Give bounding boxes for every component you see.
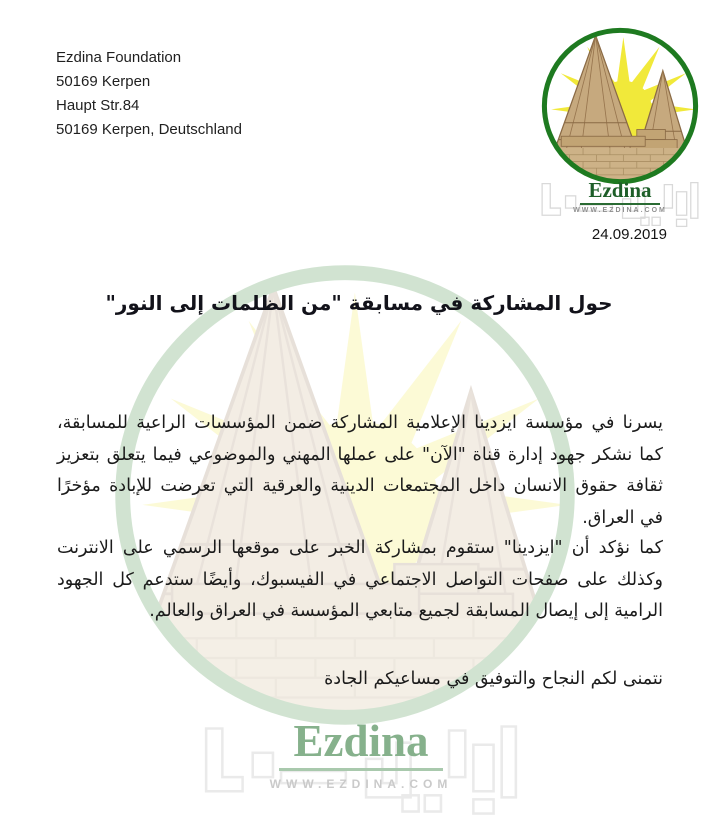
logo-wordmark-text: Ezdina	[580, 178, 659, 205]
sender-city-country: 50169 Kerpen, Deutschland	[56, 121, 242, 138]
letter-paragraph-1: يسرنا في مؤسسة ايزدينا الإعلامية المشاركة ضمن المؤسسات الراعية للمسابقة، كما نشكر جهود إدارة قناة "الآن" على عملها المهني والموضوعي فيما يتعلق بتعزيز ثقافة حقوق الانسان داخل المجتمعات الدينية والعرقية التي تعرضت للإبادة مؤخرًا في العراق.	[57, 413, 663, 528]
logo-wordmark	[536, 178, 704, 230]
footer-wordmark-watermark	[194, 716, 528, 822]
watermark-website-text: WWW.EZDINA.COM	[269, 777, 453, 791]
sender-postcode: 50169 Kerpen	[56, 73, 151, 90]
sender-address	[56, 46, 242, 142]
letter-paragraph-2: كما نؤكد أن "ايزدينا" ستقوم بمشاركة الخبر على موقعها الرسمي على الانترنت وكذلك على صفحات التواصل الاجتماعي في الفيسبوك، وأيضًا ستدعم كل الجهود الرامية إلى إيصال المسابقة لجميع متابعي المؤسسة في العراق والعالم.	[57, 538, 663, 621]
letter-title: حول المشاركة في مسابقة "من الظلمات إلى النور"	[105, 291, 613, 315]
watermark-wordmark-text: Ezdina	[279, 716, 442, 771]
temple-sun-logo-icon	[536, 22, 704, 190]
sender-name: Ezdina Foundation	[56, 49, 182, 66]
ezdina-logo	[536, 22, 704, 230]
letter-date: 24.09.2019	[591, 226, 667, 243]
logo-website-text: WWW.EZDINA.COM	[573, 207, 667, 214]
letter-closing: نتمنى لكم النجاح والتوفيق في مساعيكم الجادة	[324, 669, 663, 689]
sender-street: Haupt Str.84	[56, 97, 140, 114]
